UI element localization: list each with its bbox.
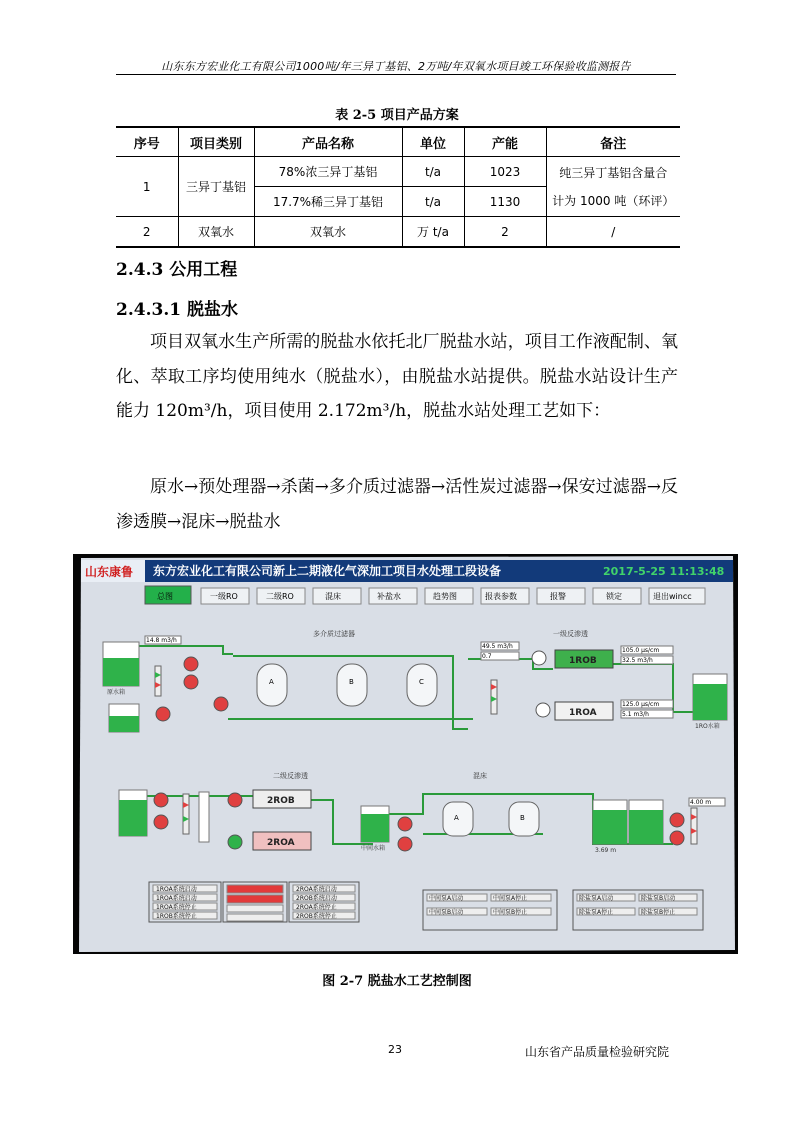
table-caption: 表 2-5 项目产品方案: [335, 108, 459, 123]
tank-label: 原水箱: [107, 689, 126, 696]
panel-button: 中间泵B启动: [429, 909, 464, 916]
panel-button: 中间泵B停止: [493, 909, 528, 916]
paragraph: 项目双氧水生产所需的脱盐水依托北厂脱盐水站，项目工作液配制、氧化、萃取工序均使用纯水（脱盐水），由脱盐水站提供。脱盐水站设计生产能力 120m³/h，项目使用 2.172m³/h，脱盐水站处理工艺如下：: [116, 332, 678, 421]
col-header: 备注: [546, 127, 680, 157]
cell-product: 17.7%稀三异丁基铝: [254, 187, 402, 217]
menu-label: 总图: [157, 592, 173, 601]
panel-button: 2ROB系统停止: [296, 913, 337, 920]
section-heading: 2.4.3 公用工程: [116, 260, 238, 280]
process-flow-paragraph: 原水→预处理器→杀菌→多介质过滤器→活性炭过滤器→保安过滤器→反渗透膜→混床→脱盐水: [116, 477, 678, 532]
value-readout: 49.5 m3/h: [482, 643, 513, 650]
panel-button: 2ROA系统停止: [296, 904, 337, 911]
panel-button: 1ROB系统停止: [156, 913, 197, 920]
scada-datetime: 2017-5-25 11:13:48: [603, 565, 725, 578]
cell-unit: t/a: [402, 187, 464, 217]
menu-label: 锁定: [606, 592, 622, 601]
table-row: [116, 217, 680, 248]
cell-unit: 万 t/a: [402, 217, 464, 248]
ro-unit-label: 2ROA: [267, 838, 295, 848]
panel-button: 除盐泵B启动: [641, 895, 676, 902]
value-readout: 4.00 m: [690, 799, 712, 806]
menu-label: 一级RO: [210, 592, 238, 601]
footer-organization: 山东省产品质量检验研究院: [525, 1045, 670, 1059]
col-header: 序号: [116, 127, 178, 157]
col-header: 产能: [464, 127, 546, 157]
panel-button: 中间泵A启动: [429, 895, 464, 902]
page-number: 23: [388, 1043, 402, 1056]
vessel-label: A: [454, 814, 459, 822]
cell-product: 双氧水: [254, 217, 402, 248]
filter-label: C: [419, 678, 424, 686]
section-label: 一级反渗透: [553, 630, 588, 638]
panel-button: 除盐泵A启动: [579, 895, 614, 902]
tank-label: 中间水箱: [361, 845, 386, 852]
menu-label: 二级RO: [266, 592, 294, 601]
remark-line: 计为 1000 吨（环评）: [552, 193, 675, 208]
filter-label: A: [269, 678, 274, 686]
panel-button: 1ROA系统启动: [156, 895, 197, 902]
value-readout: 14.8 m3/h: [146, 637, 177, 644]
menu-label: 报表参数: [485, 592, 517, 601]
table-header-row: [116, 127, 680, 157]
value-readout: 125.0 μs/cm: [622, 701, 660, 708]
scada-screen: [73, 554, 738, 954]
header-rule: [116, 74, 676, 75]
vessel-label: B: [520, 814, 525, 822]
section-label: 混床: [473, 772, 487, 780]
menu-label: 趋势图: [433, 592, 457, 601]
scada-title: 东方宏业化工有限公司新上二期液化气深加工项目水处理工段设备: [153, 564, 502, 578]
section-label: 二级反渗透: [273, 772, 308, 780]
value-readout: 105.0 μs/cm: [622, 647, 660, 654]
cell-product: 78%浓三异丁基铝: [254, 157, 402, 187]
col-header: 单位: [402, 127, 464, 157]
ro-unit-label: 1ROA: [569, 708, 597, 718]
filter-label: B: [349, 678, 354, 686]
running-header: 山东东方宏业化工有限公司1000吨/年三异丁基铝、2万吨/年双氧水项目竣工环保验收监测报告: [161, 60, 631, 73]
value-readout: 5.1 m3/h: [622, 711, 649, 718]
table-row: [116, 157, 680, 187]
subsection-heading: 2.4.3.1 脱盐水: [116, 300, 238, 320]
cell-capacity: 2: [464, 217, 546, 248]
ro-unit-label: 1ROB: [569, 656, 597, 666]
cell-category: 三异丁基铝: [178, 157, 254, 217]
cell-capacity: 1130: [464, 187, 546, 217]
remark-line: 纯三异丁基铝含量合: [559, 165, 668, 180]
panel-button: 中间泵A停止: [493, 895, 528, 902]
panel-button: 2ROA系统启动: [296, 886, 337, 893]
panel-button: 2ROB系统启动: [296, 895, 337, 902]
cell-capacity: 1023: [464, 157, 546, 187]
panel-button: 除盐泵A停止: [579, 909, 614, 916]
cell-category: 双氧水: [178, 217, 254, 248]
cell-no: 1: [116, 157, 178, 217]
panel-button: 1ROA系统停止: [156, 904, 197, 911]
cell-remark: [546, 157, 680, 217]
menu-label: 补盐水: [377, 592, 401, 601]
value-readout: 0.7: [482, 653, 492, 660]
value-readout: 32.5 m3/h: [622, 657, 653, 664]
menu-label: 混床: [325, 592, 341, 601]
cell-unit: t/a: [402, 157, 464, 187]
panel-button: 1ROA系统启动: [156, 886, 197, 893]
ro-unit-label: 2ROB: [267, 796, 295, 806]
scada-logo: 山东康鲁: [85, 565, 134, 579]
col-header: 项目类别: [178, 127, 254, 157]
menu-label: 报警: [550, 592, 566, 601]
panel-button: 除盐泵B停止: [641, 909, 676, 916]
scada-photo: [73, 554, 738, 954]
figure-caption: 图 2-7 脱盐水工艺控制图: [322, 974, 472, 989]
cell-no: 2: [116, 217, 178, 248]
section-label: 多介质过滤器: [313, 630, 355, 638]
tank-label: 1RO水箱: [695, 723, 720, 730]
cell-remark: /: [546, 217, 680, 248]
col-header: 产品名称: [254, 127, 402, 157]
multi-media-filters: [257, 664, 437, 706]
value-readout: 3.69 m: [595, 847, 617, 854]
product-table: [116, 126, 680, 248]
menu-label: 退出wincc: [653, 592, 692, 601]
